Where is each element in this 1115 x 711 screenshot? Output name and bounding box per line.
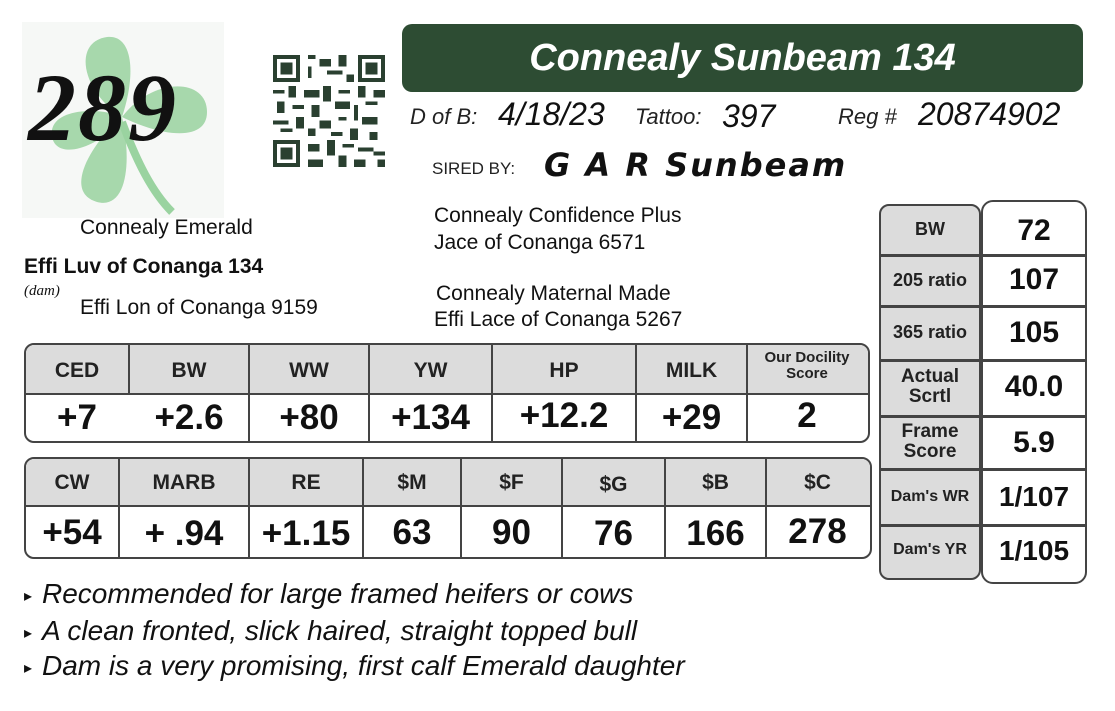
stat-value-frame: 5.9 <box>1013 426 1055 459</box>
dob-label: D of B: <box>410 104 478 129</box>
epd-header-cw: CW <box>54 471 90 494</box>
epd-value-marb: + .94 <box>144 514 224 553</box>
epd-header-marb: MARB <box>152 471 216 494</box>
note-item: ▸ A clean fronted, slick haired, straight topped bull <box>24 615 638 646</box>
epd-value-c: 278 <box>788 512 847 551</box>
stat-value-205: 107 <box>1008 263 1060 296</box>
epd-value-m: 63 <box>392 513 432 552</box>
reg-value: 20874902 <box>918 96 1061 132</box>
note-item: ▸ Recommended for large framed heifers or cows <box>24 578 634 609</box>
epd-value-b: 166 <box>686 514 745 553</box>
pedigree-dam: Effi Luv of Conanga 134 <box>24 255 264 278</box>
stat-label-365: 365 ratio <box>892 322 968 342</box>
pedigree-sire-sire: Connealy Confidence Plus <box>434 204 682 227</box>
epd-header-hp: HP <box>549 359 579 382</box>
bull-name: Connealy Sunbeam 134 <box>529 37 956 79</box>
pedigree-dam-sire: Connealy Emerald <box>80 216 253 239</box>
epd-value-yw: +134 <box>391 398 470 437</box>
stat-label-frame: Frame Score <box>901 421 959 462</box>
stat-value-scrotal: 40.0 <box>1004 370 1064 403</box>
stat-value-dam-yr: 1/105 <box>998 535 1070 566</box>
tattoo-value: 397 <box>722 98 776 134</box>
epd-header-g: $G <box>599 473 628 496</box>
epd-header-yw: YW <box>413 359 448 382</box>
epd-header-milk: MILK <box>665 359 718 382</box>
epd-header-b: $B <box>702 471 729 494</box>
epd-value-hp: +12.2 <box>519 396 609 435</box>
dob-value: 4/18/23 <box>498 96 605 132</box>
bullet-triangle-icon: ▸ <box>24 624 33 642</box>
stat-value-365: 105 <box>1008 316 1060 349</box>
bullet-triangle-icon: ▸ <box>24 587 33 605</box>
reg-label: Reg # <box>838 104 897 129</box>
epd-table-2 <box>24 457 872 559</box>
epd-value-ced: +7 <box>57 398 97 437</box>
epd-header-f: $F <box>499 471 524 494</box>
lot-number: 289 <box>28 54 178 161</box>
epd-header-ced: CED <box>54 359 100 382</box>
pedigree-sire-dam: Jace of Conanga 6571 <box>434 231 646 254</box>
epd-value-bw: +2.6 <box>154 398 224 437</box>
stat-value-bw: 72 <box>1017 214 1051 247</box>
bullet-triangle-icon: ▸ <box>24 659 33 677</box>
note-item: ▸ Dam is a very promising, first calf Emerald daughter <box>24 650 685 681</box>
epd-value-docility: 2 <box>797 396 817 435</box>
epd-table-1 <box>24 343 870 443</box>
qr-code-icon[interactable] <box>272 55 386 167</box>
epd-header-m: $M <box>397 471 427 494</box>
tattoo-label: Tattoo: <box>635 104 702 129</box>
epd-value-re: +1.15 <box>261 514 351 553</box>
stat-label-dam-wr: Dam's WR <box>890 488 970 505</box>
epd-value-g: 76 <box>594 514 633 553</box>
pedigree-dam-dam: Effi Lon of Conanga 9159 <box>80 296 318 319</box>
stat-label-bw: BW <box>915 219 945 239</box>
epd-header-bw: BW <box>171 359 207 382</box>
sire-name: G A R Sunbeam <box>544 146 848 184</box>
epd-header-docility: Our Docility Score <box>764 349 850 382</box>
pedigree-sire-dam-dam: Effi Lace of Conanga 5267 <box>434 308 683 331</box>
stat-label-scrotal: Actual Scrtl <box>900 366 960 407</box>
pedigree-sire-dam-sire: Connealy Maternal Made <box>436 282 671 305</box>
stat-label-205: 205 ratio <box>892 270 968 290</box>
stat-label-dam-yr: Dam's YR <box>893 541 967 558</box>
epd-header-c: $C <box>804 471 831 494</box>
epd-value-cw: +54 <box>42 513 102 552</box>
epd-header-ww: WW <box>289 359 329 382</box>
epd-value-f: 90 <box>492 513 531 552</box>
epd-value-ww: +80 <box>279 398 339 437</box>
epd-header-re: RE <box>291 471 321 494</box>
epd-value-milk: +29 <box>661 398 722 437</box>
sired-by-label: SIRED BY: <box>432 159 516 178</box>
dam-label: (dam) <box>24 283 60 299</box>
stat-value-dam-wr: 1/107 <box>998 481 1070 512</box>
